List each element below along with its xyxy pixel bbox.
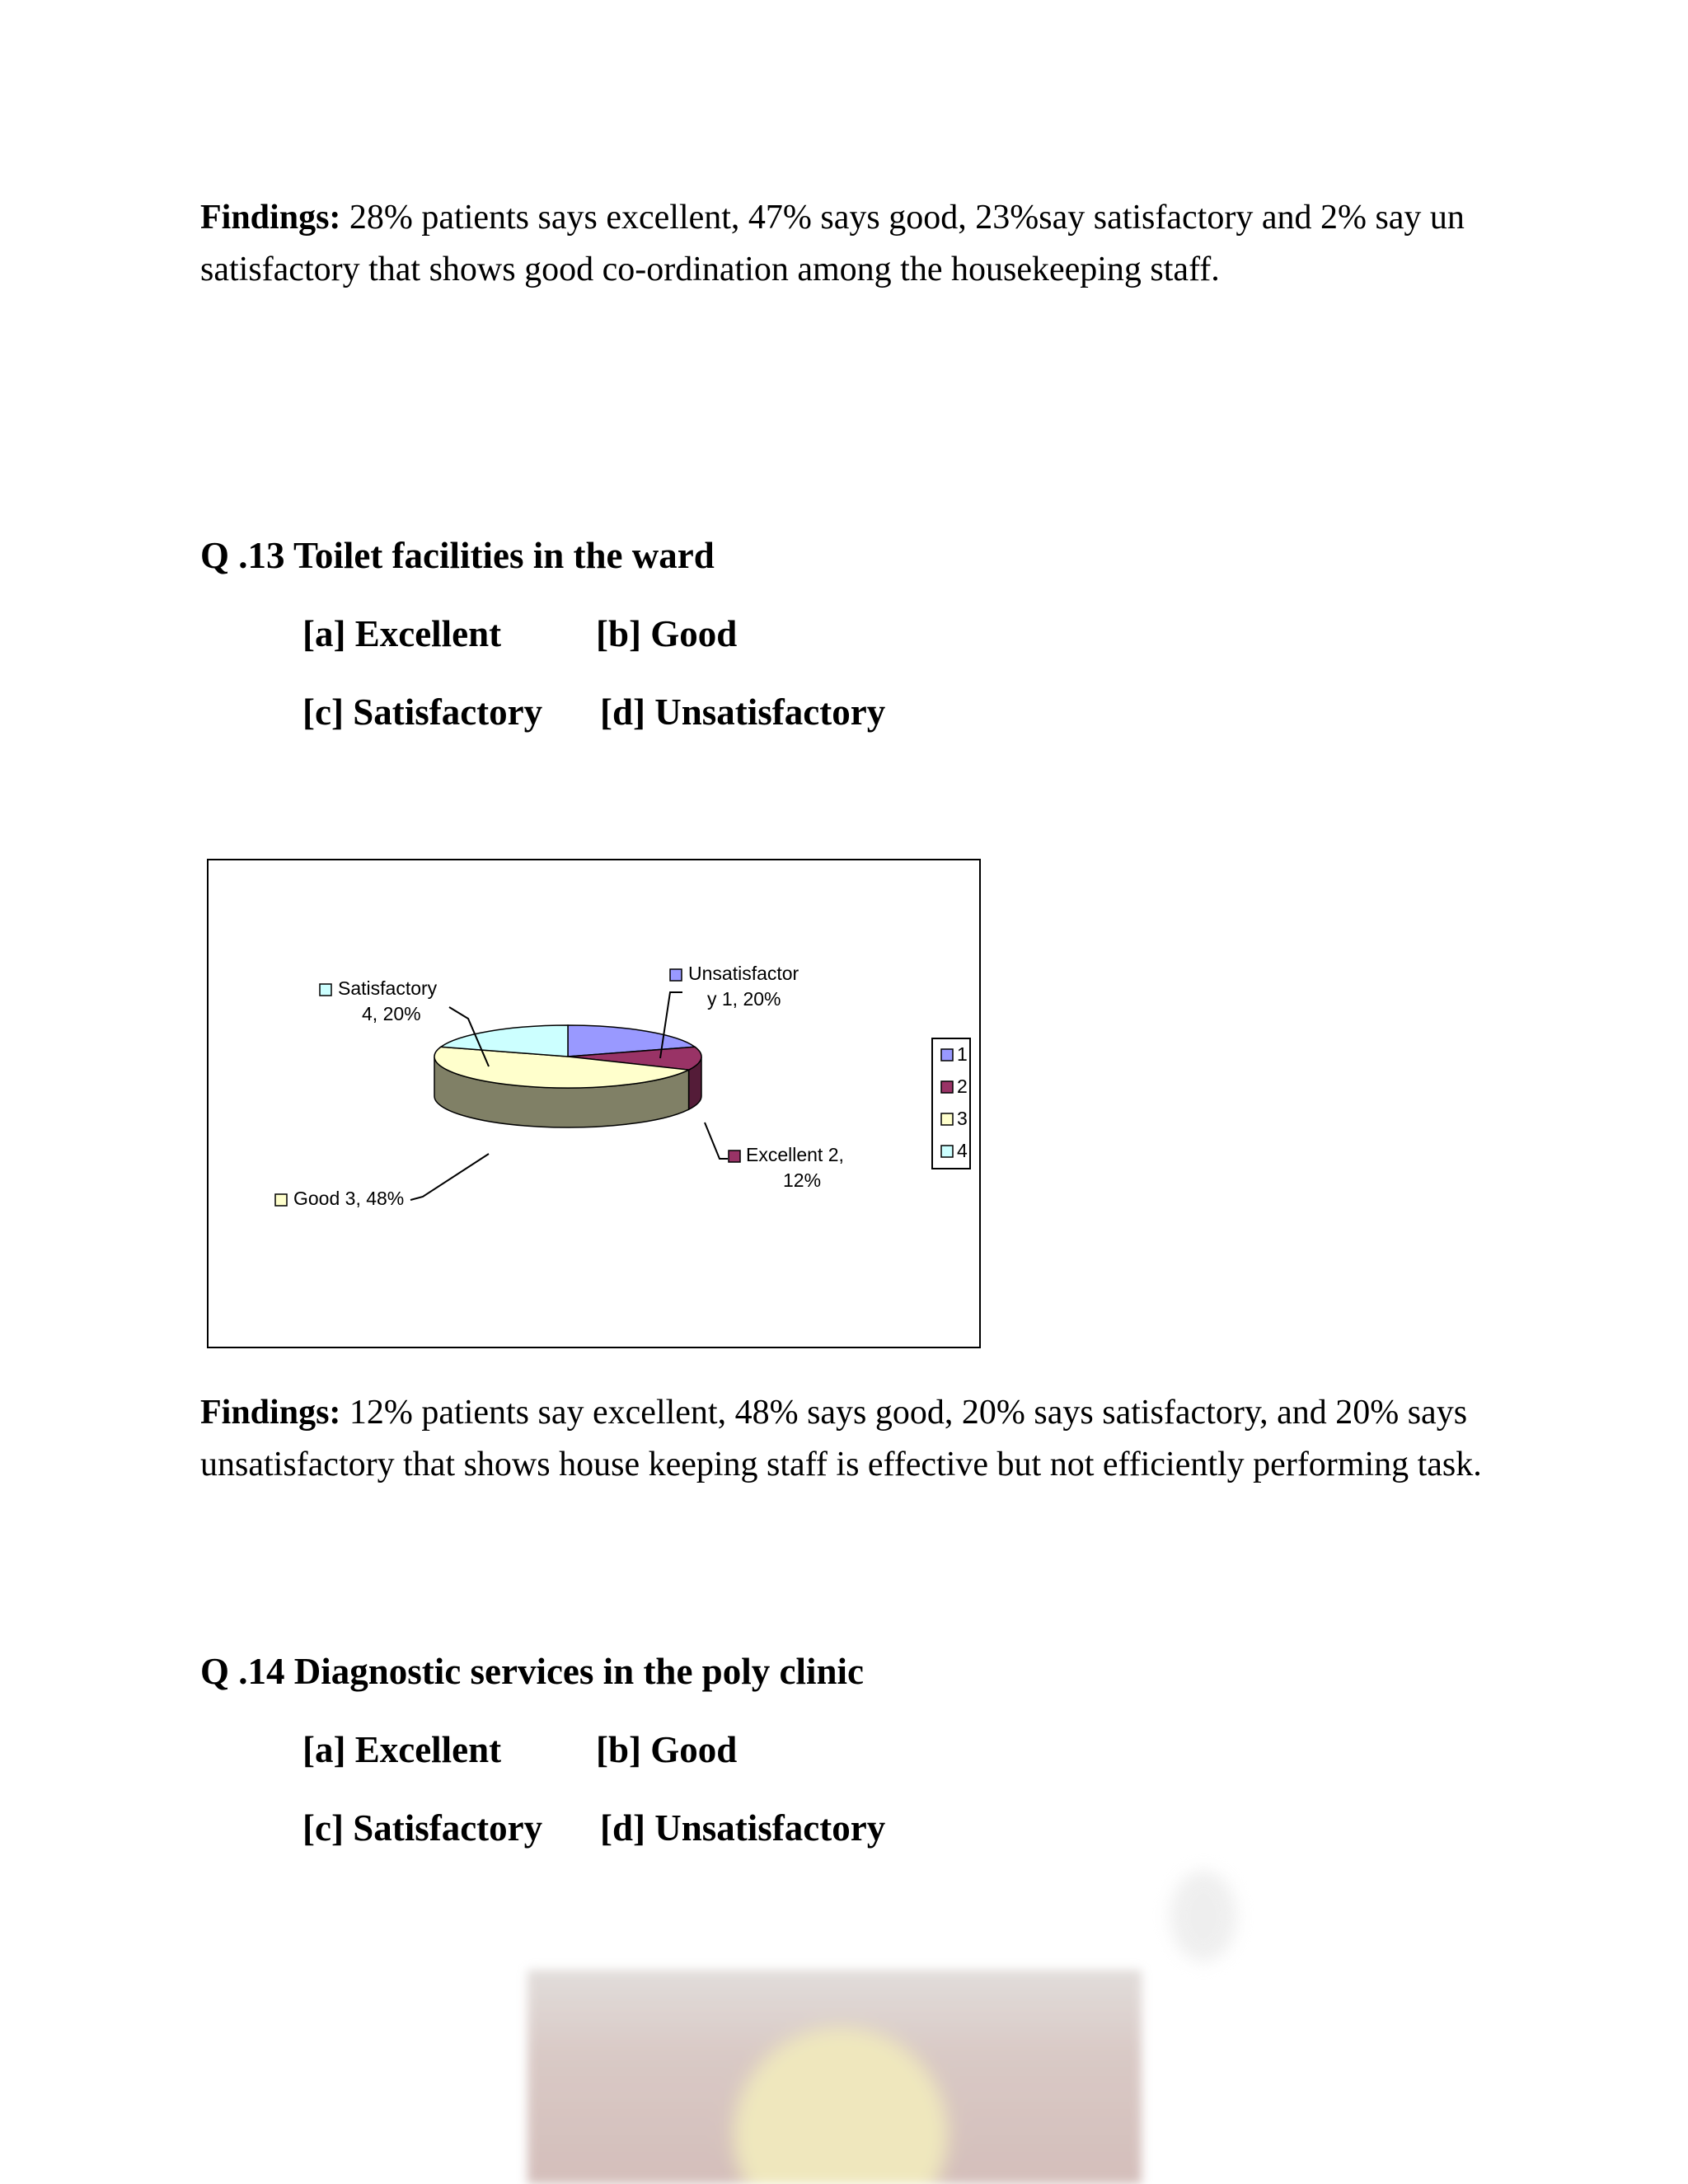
question-14-title: Q .14 Diagnostic services in the poly clinic: [200, 1651, 864, 1692]
q14-option-d: [d] Unsatisfactory: [600, 1807, 886, 1849]
data-label-unsatisfactory-line1: Unsatisfactor: [688, 963, 799, 984]
legend-swatch-2: [941, 1081, 953, 1093]
findings-text-1: 28% patients says excellent, 47% says good, 23%say satisfactory and 2% say un satisfactory that shows good co-ordination among the housekeeping staff.: [200, 199, 1465, 288]
q14-option-a: [a] Excellent: [302, 1729, 502, 1770]
data-label-satisfactory-line1: Satisfactory: [338, 977, 438, 999]
legend-swatch-4: [941, 1146, 953, 1157]
blurred-spot: [1170, 1871, 1236, 1961]
pie-chart: [207, 859, 981, 1348]
data-label-unsatisfactory-line2: y 1, 20%: [707, 988, 781, 1010]
findings-label-2: Findings:: [200, 1394, 341, 1432]
blurred-chart-preview: [528, 1970, 1142, 2184]
findings-text-2: 12% patients say excellent, 48% says good, 20% says satisfactory, and 20% says unsatisfactory that shows house keeping staff is effective but not efficiently performing task.: [200, 1394, 1482, 1483]
label-swatch-excellent: [729, 1151, 740, 1162]
legend-label-2: 2: [957, 1076, 968, 1097]
data-label-good: Good 3, 48%: [293, 1188, 405, 1209]
q13-option-a: [a] Excellent: [302, 613, 502, 654]
legend-swatch-1: [941, 1049, 953, 1061]
findings-paragraph-1: [200, 192, 1486, 296]
findings-paragraph-2: [200, 1387, 1486, 1491]
leader-line-good: [410, 1154, 489, 1200]
legend-swatch-3: [941, 1113, 953, 1125]
chart-legend: [932, 1038, 970, 1169]
label-swatch-unsatisfactory: [670, 969, 682, 981]
data-label-satisfactory-line2: 4, 20%: [362, 1003, 421, 1024]
q13-option-d: [d] Unsatisfactory: [600, 691, 886, 733]
findings-label-1: Findings:: [200, 199, 341, 237]
label-swatch-good: [275, 1194, 287, 1206]
data-label-excellent-line2: 12%: [783, 1169, 822, 1191]
legend-label-3: 3: [957, 1108, 968, 1129]
legend-label-4: 4: [957, 1140, 968, 1161]
q14-option-b: [b] Good: [596, 1729, 738, 1770]
data-label-excellent-line1: Excellent 2,: [746, 1144, 844, 1165]
question-13-title: Q .13 Toilet facilities in the ward: [200, 535, 715, 576]
q13-option-c: [c] Satisfactory: [302, 691, 543, 733]
leader-line-excellent: [705, 1122, 728, 1159]
legend-label-1: 1: [957, 1043, 968, 1065]
q13-option-b: [b] Good: [596, 613, 738, 654]
q14-option-c: [c] Satisfactory: [302, 1807, 543, 1849]
label-swatch-satisfactory: [320, 984, 331, 996]
pie-chart-svg: [209, 860, 982, 1350]
